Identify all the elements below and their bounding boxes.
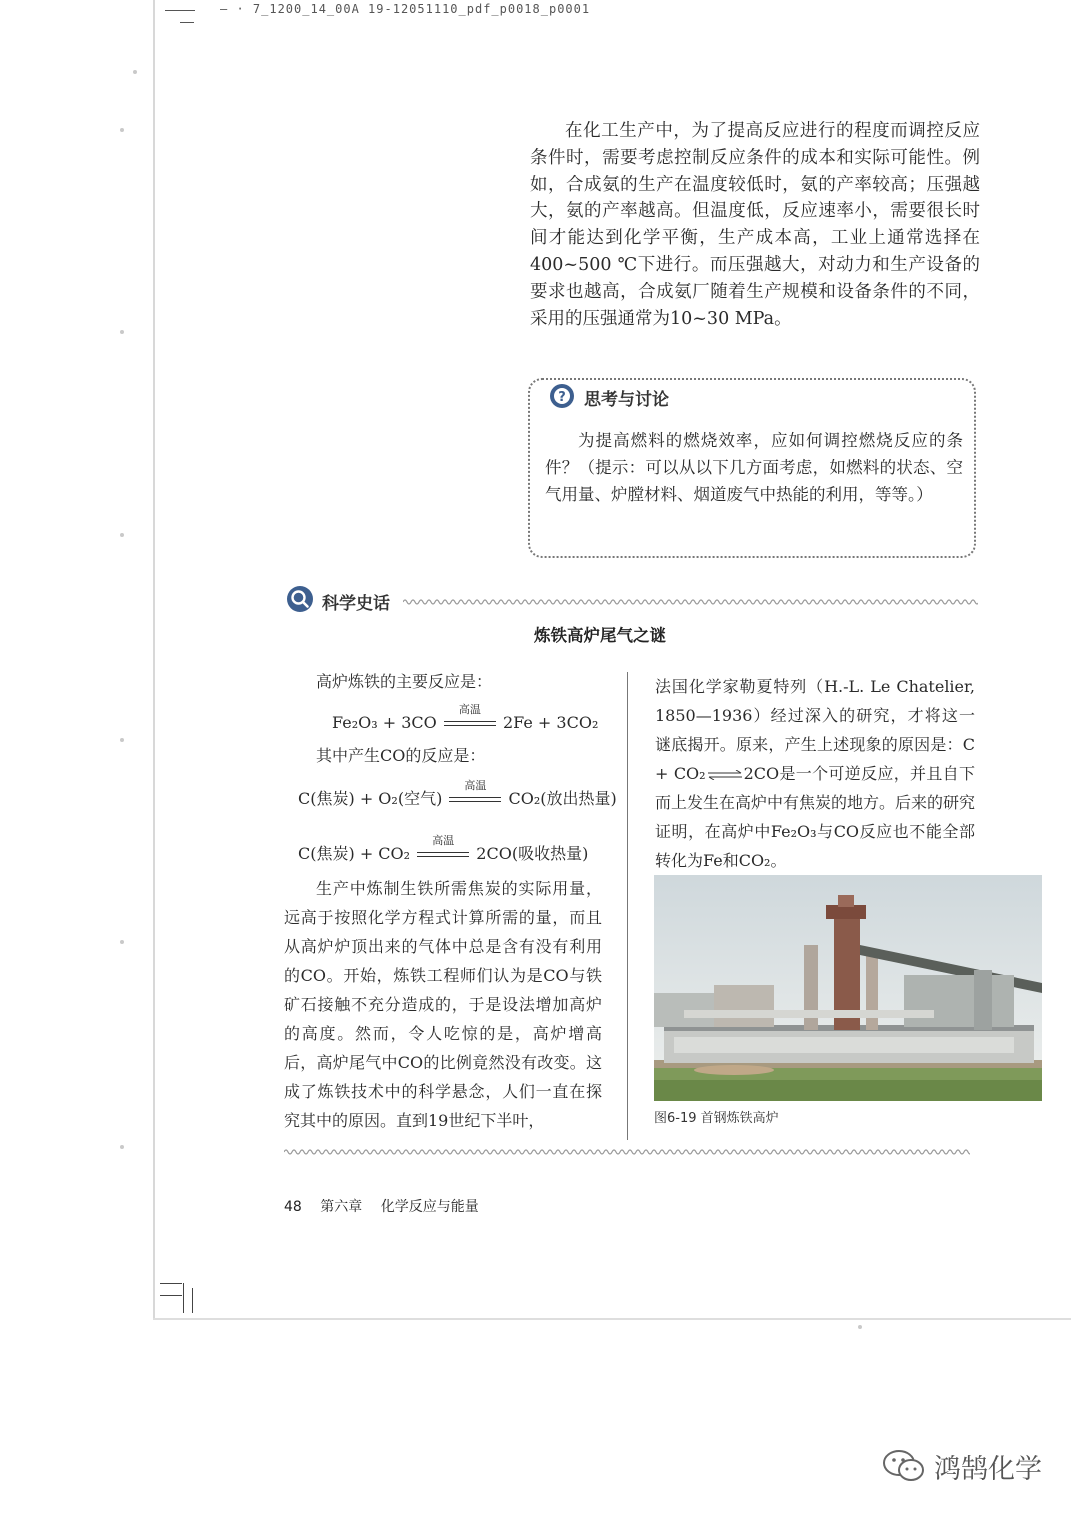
page-footer [284,1196,493,1216]
equation-c-co2 [298,833,602,868]
condition-label: 高温 [432,833,455,847]
right-column [655,672,975,875]
page-edge [153,0,155,1320]
magnifier-icon [286,585,314,613]
condition-label: 高温 [458,702,481,716]
reaction-condition [415,833,471,862]
crop-mark [180,22,194,23]
page-number: 48 [284,1199,302,1215]
figure-caption: 图6-19 首钢炼铁高炉 [654,1111,779,1126]
right-text-a: 法国化学家勒夏特列（H.-L. Le Chatelier, 1850—1936）经过深入的研究，才将这一谜底揭开。原来，产生上述现象的原因是：C + CO₂ [655,677,975,783]
condition-label: 高温 [464,778,487,792]
left-body-paragraph: 生产中炼制生铁所需焦炭的实际用量，远高于按照化学方程式计算所需的量，而且从高炉炉顶出来的气体中总是含有没有利用的CO。开始，炼铁工程师们认为是CO与铁矿石接触不充分造成的，于是设法增加高炉的高度。然而，令人吃惊的是，高炉增高后，高炉尾气中CO的比例竟然没有改变。这成了炼铁技术中的科学悬念，人们一直在探究其中的原因。直到19世纪下半叶， [284,879,602,1130]
chapter-title: 化学反应与能量 [380,1199,479,1215]
chapter-label: 第六章 [320,1199,363,1215]
wavy-divider [284,1146,970,1158]
co-reaction-intro: 其中产生CO的反应是： [316,746,486,765]
eq2-right: CO₂(放出热量) [508,789,617,808]
science-history-title: 科学史话 [322,594,390,614]
think-discuss-text: 为提高燃料的燃烧效率，应如何调控燃烧反应的条件？（提示：可以从以下几方面考虑，如燃料的状态、空气用量、炉膛材料、烟道废气中热能的利用，等等。） [545,431,963,504]
scan-dot [120,330,124,334]
discussion-icon [549,383,575,409]
reaction-condition [447,778,503,807]
scan-dot [120,1145,124,1149]
wavy-divider [403,596,978,608]
eq3-left: C(焦炭) + CO₂ [298,844,411,863]
eq3-right: 2CO(吸收热量) [476,844,589,863]
scan-dot [120,128,124,132]
scan-dot [133,70,137,74]
reversible-arrow-icon [706,770,744,780]
svg-text:?: ? [558,390,566,405]
scan-dot [858,1325,862,1329]
reaction-condition [442,702,498,731]
watermark-text: 鸿鹄化学 [934,1453,1042,1485]
scan-dot [120,738,124,742]
watermark [882,1446,1042,1486]
scan-dot [120,940,124,944]
column-separator [627,672,628,1140]
page-edge [153,1318,1071,1320]
crop-mark [192,1288,193,1313]
crop-mark [160,1283,182,1284]
eq2-left: C(焦炭) + O₂(空气) [298,789,443,808]
right-text-b: 2CO是一个可逆反应，并且自下而上发生在高炉中有焦炭的地方。后来的研究证明，在高炉中Fe₂O₃与CO反应也不能全部转化为Fe和CO₂。 [655,764,976,870]
scan-dot [120,533,124,537]
equation-c-o2 [298,778,617,813]
crop-mark [183,1283,184,1313]
wechat-icon [882,1448,926,1484]
crop-mark [160,1295,182,1296]
eq1-left: Fe₂O₃ + 3CO [332,713,437,732]
article-title: 炼铁高炉尾气之谜 [534,626,666,645]
left-column [284,667,617,1135]
intro-paragraph [530,118,980,332]
equation-fe2o3-co [332,702,602,737]
crop-mark [165,10,195,11]
think-discuss-title: 思考与讨论 [584,390,669,410]
main-reaction-intro: 高炉炼铁的主要反应是： [316,672,493,691]
right-body-paragraph [655,672,975,875]
think-discuss-body [545,427,963,508]
scan-header: — · 7_1200_14_00A 19-12051110_pdf_p0018_p0001 [220,2,591,16]
blast-furnace-photo [654,875,1042,1101]
intro-text: 在化工生产中，为了提高反应进行的程度而调控反应条件时，需要考虑控制反应条件的成本和实际可能性。例如，合成氨的生产在温度较低时，氨的产率较高；压强越大，氨的产率越高。但温度低，反应速率小，需要很长时间才能达到化学平衡，生产成本高，工业上通常选择在400~500 ℃下进行。而压强越大，对动力和生产设备的要求也越高，合成氨厂随着生产规模和设备条件的不同，采用的压强通常为10~30 MPa。 [530,121,980,329]
eq1-right: 2Fe + 3CO₂ [502,713,599,732]
